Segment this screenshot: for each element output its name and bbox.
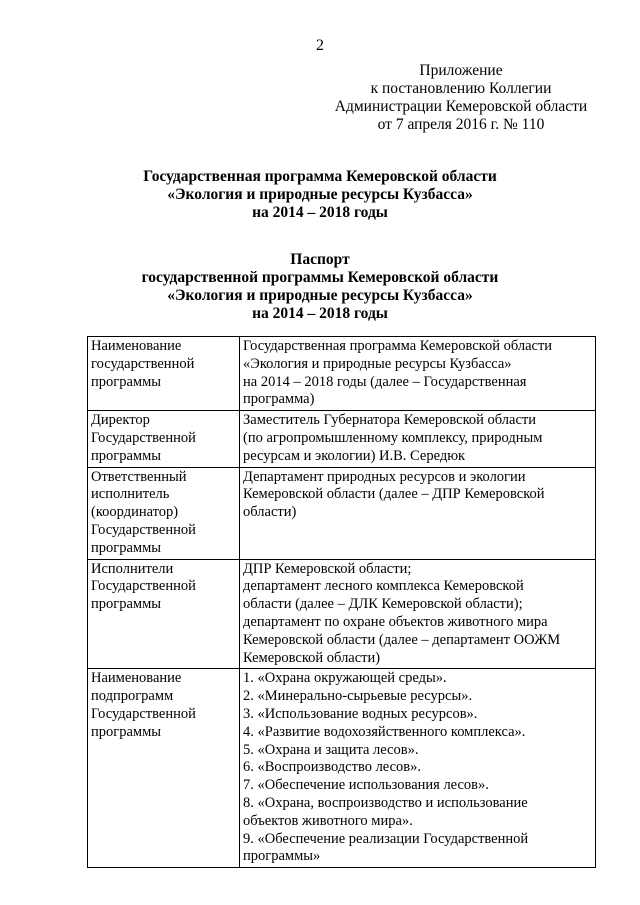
row-value-line: на 2014 – 2018 годы (далее – Государственная — [243, 373, 527, 390]
passport-title-line: «Экология и природные ресурсы Кузбасса» — [167, 287, 473, 304]
row-label-line: исполнитель — [91, 486, 170, 503]
row-value-line: ДПР Кемеровской области; — [243, 560, 412, 577]
row-label-line: (координатор) — [91, 504, 179, 521]
row-label-cell — [88, 411, 240, 467]
row-value-line: 1. «Охрана окружающей среды». — [243, 670, 447, 687]
row-value-line: 7. «Обеспечение использования лесов». — [243, 777, 489, 794]
row-label-line: Ответственный — [91, 468, 187, 485]
table-row — [88, 467, 596, 559]
table-row — [88, 559, 596, 669]
row-value-line: области (далее – ДЛК Кемеровской области); — [243, 596, 523, 613]
passport-table — [87, 336, 596, 868]
row-value-line: 9. «Обеспечение реализации Государственной — [243, 830, 529, 847]
row-label-line: Государственной — [91, 578, 196, 595]
passport-title-line: на 2014 – 2018 годы — [252, 305, 388, 322]
row-label-line: Государственной — [91, 429, 196, 446]
row-label-line: программы — [91, 447, 161, 464]
row-value-line: 8. «Охрана, воспроизводство и использование — [243, 794, 528, 811]
program-title-line: Государственная программа Кемеровской области — [143, 168, 497, 185]
row-label-line: Директор — [91, 412, 150, 429]
row-label-line: программы — [91, 596, 161, 613]
row-value-cell — [240, 467, 596, 559]
appendix-line: к постановлению Коллегии — [370, 80, 552, 97]
row-value-line: программа) — [243, 391, 315, 408]
row-label-cell — [88, 337, 240, 411]
row-value-cell — [240, 559, 596, 669]
appendix-line: от 7 апреля 2016 г. № 110 — [377, 116, 545, 133]
row-label-line: программы — [91, 723, 161, 740]
row-value-line: области) — [243, 504, 297, 521]
row-value-line: 2. «Минерально-сырьевые ресурсы». — [243, 688, 473, 705]
row-label-cell — [88, 669, 240, 868]
row-label-line: подпрограмм — [91, 688, 174, 705]
row-value-line: Заместитель Губернатора Кемеровской области — [243, 412, 537, 429]
row-value-line: Государственная программа Кемеровской области — [243, 338, 553, 354]
row-label-line: программы — [91, 373, 161, 390]
row-label-line: Государственной — [91, 705, 196, 722]
row-label-cell — [88, 467, 240, 559]
row-value-line: Кемеровской области) — [243, 649, 381, 666]
row-label-line: Наименование — [91, 670, 182, 687]
row-value-line: Кемеровской области (далее – департамент ООЖМ — [243, 631, 561, 648]
program-title-line: на 2014 – 2018 годы — [252, 204, 388, 221]
row-label-line: государственной — [91, 355, 195, 372]
row-label-cell — [88, 559, 240, 669]
page-number: 2 — [316, 37, 324, 54]
row-value-cell — [240, 337, 596, 411]
row-value-line: ресурсам и экологии) И.В. Середюк — [243, 447, 466, 464]
row-value-line: департамент лесного комплекса Кемеровской — [243, 578, 524, 595]
table-row — [88, 669, 596, 868]
appendix-line: Администрации Кемеровской области — [334, 98, 588, 115]
row-value-line: департамент по охране объектов животного мира — [243, 613, 548, 630]
row-value-line: 5. «Охрана и защита лесов». — [243, 741, 419, 758]
table-row — [88, 411, 596, 467]
table-row — [88, 337, 596, 411]
program-title — [0, 168, 640, 222]
row-value-line: 4. «Развитие водохозяйственного комплекса». — [243, 723, 526, 740]
passport-table-body — [88, 337, 596, 868]
passport-title-line: государственной программы Кемеровской области — [141, 269, 499, 286]
appendix-block — [330, 62, 592, 134]
row-value-line: Кемеровской области (далее – ДПР Кемеровской — [243, 486, 545, 503]
row-label-line: Наименование — [91, 338, 182, 354]
program-title-line: «Экология и природные ресурсы Кузбасса» — [167, 186, 473, 203]
passport-title — [0, 251, 640, 323]
row-value-cell — [240, 411, 596, 467]
row-value-line: (по агропромышленному комплексу, природным — [243, 429, 543, 446]
row-value-cell — [240, 669, 596, 868]
row-label-line: Государственной — [91, 521, 196, 538]
row-label-line: Исполнители — [91, 560, 174, 577]
row-value-line: Департамент природных ресурсов и экологии — [243, 468, 526, 485]
row-value-line: программы» — [243, 848, 321, 865]
row-value-line: 3. «Использование водных ресурсов». — [243, 705, 478, 722]
appendix-line: Приложение — [419, 62, 503, 79]
row-value-line: 6. «Воспроизводство лесов». — [243, 759, 422, 776]
row-value-line: «Экология и природные ресурсы Кузбасса» — [243, 355, 512, 372]
passport-title-line: Паспорт — [290, 251, 350, 268]
row-label-line: программы — [91, 539, 161, 556]
row-value-line: объектов животного мира». — [243, 812, 413, 829]
